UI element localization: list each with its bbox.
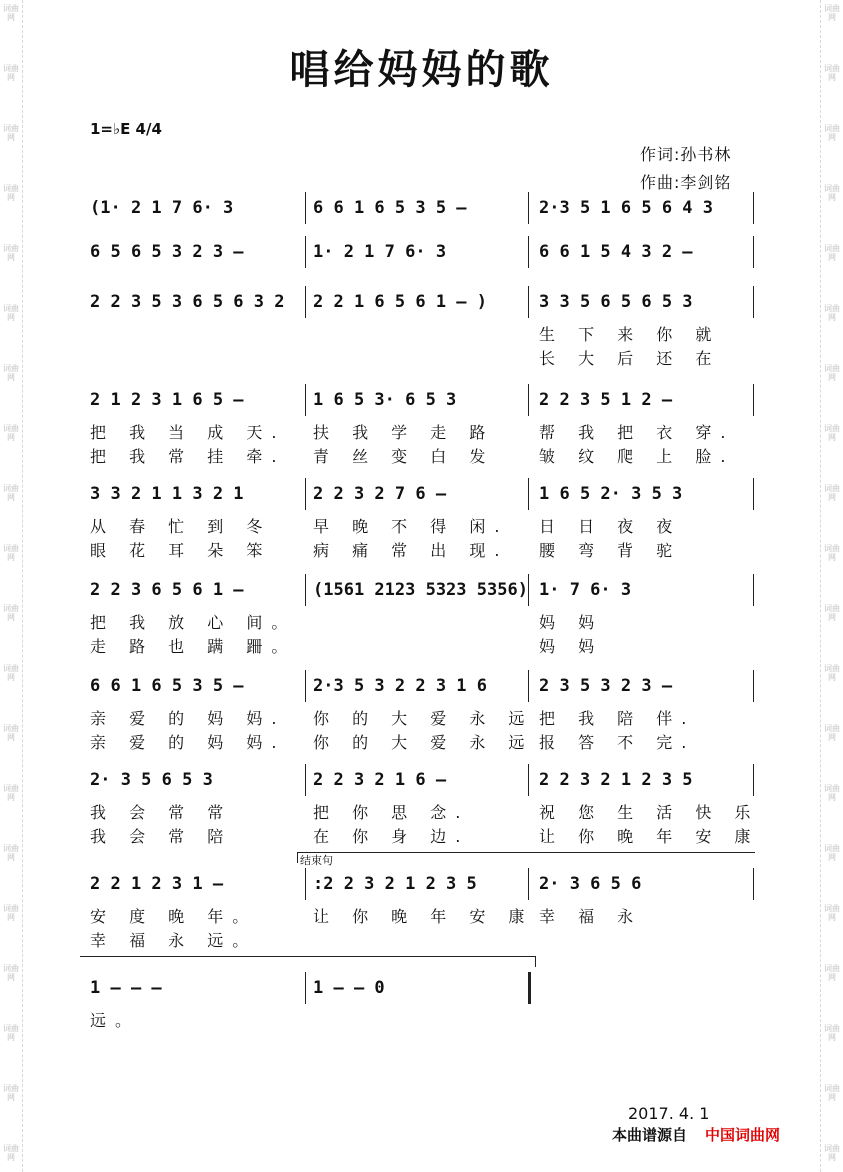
lyricist-credit: 作词:孙书林 <box>640 145 732 164</box>
bar-line <box>528 384 529 416</box>
measure: 2 2 1 6 5 6 1 – ) <box>313 292 487 312</box>
lyric-text: 你 的 大 爱 永 远 <box>313 733 534 752</box>
composer-credit: 作曲:李剑铭 <box>640 173 732 192</box>
lyric-text: 日 日 夜 夜 <box>539 517 682 536</box>
bar-line <box>753 192 754 224</box>
bar-line <box>753 574 754 606</box>
bar-line <box>753 670 754 702</box>
watermark-text: 词曲网 <box>824 604 840 622</box>
lyric-text: 幸 福 永 <box>539 907 643 926</box>
score-system <box>85 292 755 368</box>
watermark-text: 词曲网 <box>824 64 840 82</box>
measure: 6 6 1 6 5 3 5 – <box>313 198 467 218</box>
measure: 2 2 3 5 3 6 5 6 3 2 <box>90 292 285 312</box>
watermark-text: 词曲网 <box>824 904 840 922</box>
date: 2017. 4. 1 <box>628 1104 710 1123</box>
watermark-text: 词曲网 <box>3 1084 19 1102</box>
score-system <box>85 484 755 560</box>
bar-line <box>305 192 306 224</box>
watermark-text: 词曲网 <box>3 604 19 622</box>
watermark-text: 词曲网 <box>3 244 19 262</box>
bar-line <box>305 236 306 268</box>
watermark-text: 词曲网 <box>3 544 19 562</box>
lyric-text: 祝 您 生 活 快 乐 <box>539 803 760 822</box>
bar-line <box>753 384 754 416</box>
score-system <box>85 770 760 846</box>
bar-line <box>305 764 306 796</box>
lyric-text: 走 路 也 蹒 跚。 <box>90 637 297 656</box>
watermark-text: 词曲网 <box>3 364 19 382</box>
measure: 1 – – 0 <box>313 978 385 998</box>
key-signature: 1=♭E 4/4 <box>90 120 162 138</box>
lyric-text: 幸 福 永 远。 <box>90 931 258 950</box>
lyric-text: 长 大 后 还 在 <box>539 349 721 368</box>
lyric-text: 报 答 不 完. <box>539 733 696 752</box>
measure: 6 6 1 5 4 3 2 – <box>539 242 693 262</box>
watermark-text: 词曲网 <box>3 784 19 802</box>
measure: (1· 2 1 7 6· 3 <box>90 198 234 218</box>
lyric-text: 把 我 陪 伴. <box>539 709 696 728</box>
watermark-text: 词曲网 <box>3 964 19 982</box>
watermark-text: 词曲网 <box>824 964 840 982</box>
lyric-text: 把 我 当 成 天. <box>90 423 286 442</box>
watermark-text: 词曲网 <box>3 1024 19 1042</box>
source-credit <box>612 1124 780 1145</box>
source-site: 中国词曲网 <box>705 1126 781 1144</box>
watermark-text: 词曲网 <box>824 304 840 322</box>
bar-line <box>528 478 529 510</box>
watermark-text: 词曲网 <box>824 724 840 742</box>
lyric-text: 让 你 晚 年 安 康 <box>313 907 534 926</box>
score-system <box>85 978 755 1030</box>
ending-label: 结束句 <box>300 854 333 867</box>
measure: 2 2 3 2 7 6 – <box>313 484 447 504</box>
score-system <box>85 390 755 466</box>
score-system <box>85 198 755 228</box>
measure: 1 6 5 2· 3 5 3 <box>539 484 683 504</box>
bar-line <box>305 670 306 702</box>
measure: (1561 2123 5323 5356) <box>313 580 528 600</box>
lyric-text: 生 下 来 你 就 <box>539 325 721 344</box>
bar-line <box>753 868 754 900</box>
bar-line <box>528 868 529 900</box>
watermark-text: 词曲网 <box>3 124 19 142</box>
bar-line <box>528 236 529 268</box>
watermark-text: 词曲网 <box>824 4 840 22</box>
measure: 2 3 5 3 2 3 – <box>539 676 673 696</box>
bar-line <box>528 972 531 1004</box>
lyric-text: 扶 我 学 走 路 <box>313 423 495 442</box>
lyric-text: 帮 我 把 衣 穿. <box>539 423 735 442</box>
watermark-text: 词曲网 <box>824 1084 840 1102</box>
left-watermark-strip <box>0 0 23 1172</box>
lyric-text: 亲 爱 的 妈 妈. <box>90 733 286 752</box>
lyric-text: 你 的 大 爱 永 远 <box>313 709 534 728</box>
score-system <box>85 242 755 272</box>
lyric-text: 腰 弯 背 驼 <box>539 541 682 560</box>
watermark-text: 词曲网 <box>3 1144 19 1162</box>
watermark-text: 词曲网 <box>3 484 19 502</box>
lyric-text: 安 度 晚 年。 <box>90 907 258 926</box>
right-watermark-strip <box>820 0 843 1172</box>
lyric-text: 把 我 常 挂 牵. <box>90 447 286 466</box>
bar-line <box>305 478 306 510</box>
lyric-text: 早 晚 不 得 闲. <box>313 517 509 536</box>
bar-line <box>305 384 306 416</box>
score-system <box>85 676 755 752</box>
watermark-text: 词曲网 <box>824 544 840 562</box>
watermark-text: 词曲网 <box>824 244 840 262</box>
lyric-text: 我 会 常 常 <box>90 803 233 822</box>
bar-line <box>753 236 754 268</box>
watermark-text: 词曲网 <box>824 484 840 502</box>
bar-line <box>305 972 306 1004</box>
measure: 2·3 5 3 2 2 3 1 6 <box>313 676 487 696</box>
watermark-text: 词曲网 <box>3 844 19 862</box>
bar-line <box>305 286 306 318</box>
bar-line <box>753 478 754 510</box>
bar-line <box>753 286 754 318</box>
ending-bracket <box>297 852 755 863</box>
score-system <box>85 580 755 656</box>
measure: :2 2 3 2 1 2 3 5 <box>313 874 477 894</box>
lyric-text: 我 会 常 陪 <box>90 827 233 846</box>
source-label: 本曲谱源自 <box>612 1126 688 1144</box>
bar-line <box>528 764 529 796</box>
watermark-text: 词曲网 <box>824 184 840 202</box>
watermark-text: 词曲网 <box>824 364 840 382</box>
watermark-text: 词曲网 <box>824 1024 840 1042</box>
lyric-text: 病 痛 常 出 现. <box>313 541 509 560</box>
measure: 1 – – – <box>90 978 162 998</box>
lyric-text: 让 你 晚 年 安 康 <box>539 827 760 846</box>
measure: 2 1 2 3 1 6 5 – <box>90 390 244 410</box>
measure: 2· 3 5 6 5 3 <box>90 770 213 790</box>
measure: 6 5 6 5 3 2 3 – <box>90 242 244 262</box>
lyric-text: 妈 妈 <box>539 613 604 632</box>
measure: 1 6 5 3· 6 5 3 <box>313 390 457 410</box>
lyric-text: 青 丝 变 白 发 <box>313 447 495 466</box>
lyric-text: 把 我 放 心 间。 <box>90 613 297 632</box>
measure: 2 2 3 6 5 6 1 – <box>90 580 244 600</box>
bar-line <box>305 868 306 900</box>
watermark-text: 词曲网 <box>824 784 840 802</box>
bar-line <box>753 764 754 796</box>
measure: 1· 7 6· 3 <box>539 580 632 600</box>
lyric-text: 远。 <box>90 1011 141 1030</box>
lyric-text: 亲 爱 的 妈 妈. <box>90 709 286 728</box>
lyric-text: 妈 妈 <box>539 637 604 656</box>
measure: 2· 3 6 5 6 <box>539 874 642 894</box>
bar-line <box>528 574 529 606</box>
watermark-text: 词曲网 <box>824 424 840 442</box>
watermark-text: 词曲网 <box>3 64 19 82</box>
lyric-text: 从 春 忙 到 冬 <box>90 517 272 536</box>
watermark-text: 词曲网 <box>3 664 19 682</box>
measure: 1· 2 1 7 6· 3 <box>313 242 447 262</box>
measure: 3 3 2 1 1 3 2 1 <box>90 484 244 504</box>
lyric-text: 在 你 身 边. <box>313 827 470 846</box>
measure: 3 3 5 6 5 6 5 3 <box>539 292 693 312</box>
watermark-text: 词曲网 <box>3 4 19 22</box>
lyric-text: 把 你 思 念. <box>313 803 470 822</box>
watermark-text: 词曲网 <box>824 844 840 862</box>
watermark-text: 词曲网 <box>824 124 840 142</box>
watermark-text: 词曲网 <box>3 724 19 742</box>
bar-line <box>528 670 529 702</box>
measure: 2 2 1 2 3 1 – <box>90 874 224 894</box>
watermark-text: 词曲网 <box>824 664 840 682</box>
bar-line <box>305 574 306 606</box>
bar-line <box>528 192 529 224</box>
measure: 2 2 3 5 1 2 – <box>539 390 673 410</box>
lyric-text: 皱 纹 爬 上 脸. <box>539 447 735 466</box>
watermark-text: 词曲网 <box>824 1144 840 1162</box>
measure: 2 2 3 2 1 2 3 5 <box>539 770 693 790</box>
watermark-text: 词曲网 <box>3 184 19 202</box>
score-system <box>85 874 755 950</box>
lyric-text: 眼 花 耳 朵 笨 <box>90 541 272 560</box>
song-title: 唱给妈妈的歌 <box>289 47 554 93</box>
ending-bracket-tail <box>80 956 536 967</box>
measure: 2 2 3 2 1 6 – <box>313 770 447 790</box>
measure: 2·3 5 1 6 5 6 4 3 <box>539 198 713 218</box>
bar-line <box>528 286 529 318</box>
watermark-text: 词曲网 <box>3 424 19 442</box>
watermark-text: 词曲网 <box>3 304 19 322</box>
measure: 6 6 1 6 5 3 5 – <box>90 676 244 696</box>
watermark-text: 词曲网 <box>3 904 19 922</box>
